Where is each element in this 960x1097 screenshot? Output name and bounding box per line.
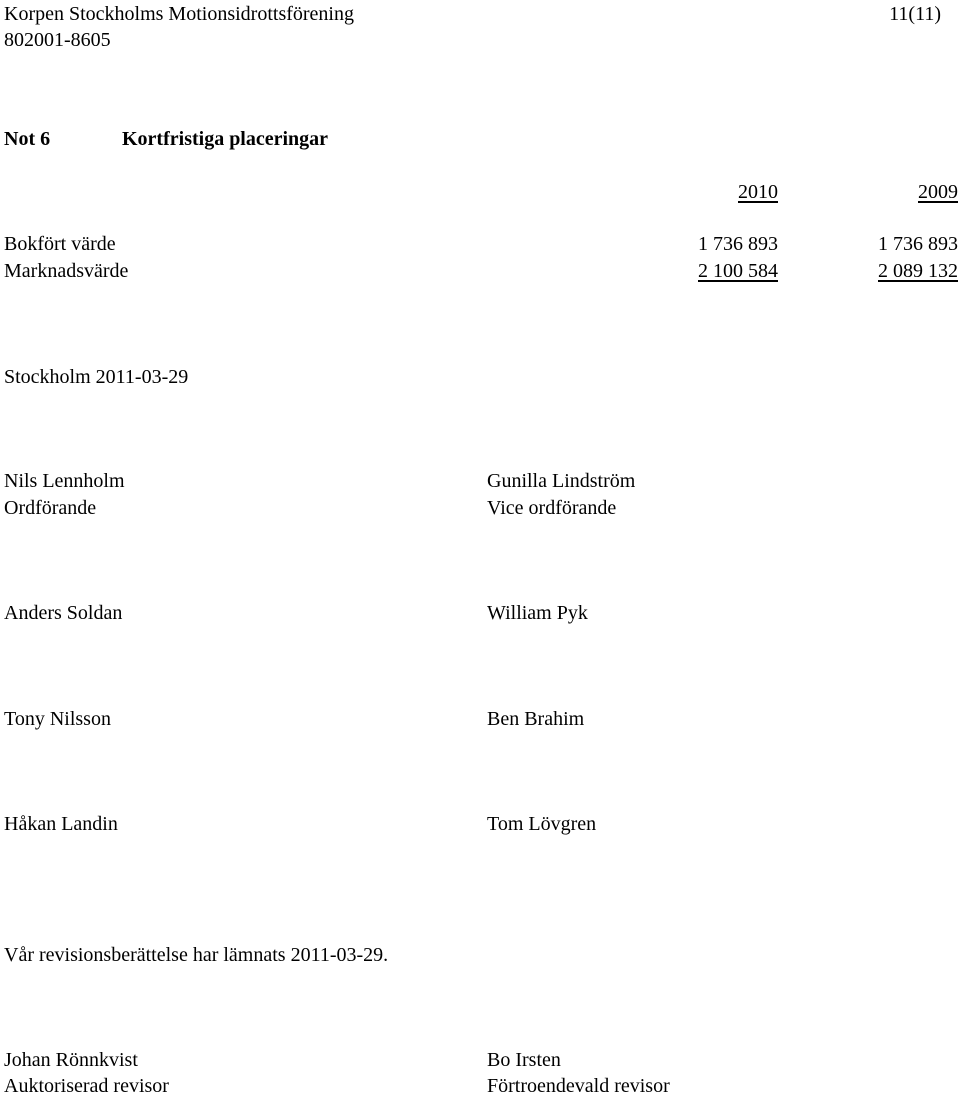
signatory-name: Gunilla Lindström bbox=[487, 470, 636, 492]
signatory-name: Nils Lennholm bbox=[4, 470, 125, 492]
column-header-2009: 2009 bbox=[918, 181, 958, 203]
auditor-role: Förtroendevald revisor bbox=[487, 1075, 670, 1097]
row-value-marknad-2010: 2 100 584 bbox=[698, 260, 778, 282]
signatory-name: William Pyk bbox=[487, 602, 588, 624]
auditor-name: Johan Rönnkvist bbox=[4, 1049, 138, 1071]
note-number: Not 6 bbox=[4, 128, 51, 150]
signatory-name: Tony Nilsson bbox=[4, 708, 111, 730]
row-label-bokfort-varde: Bokfört värde bbox=[4, 233, 116, 255]
signatory-name: Håkan Landin bbox=[4, 813, 118, 835]
audit-statement: Vår revisionsberättelse har lämnats 2011-03-29. bbox=[4, 944, 389, 966]
signatory-name: Anders Soldan bbox=[4, 602, 123, 624]
signatory-name: Tom Lövgren bbox=[487, 813, 597, 835]
auditor-role: Auktoriserad revisor bbox=[4, 1075, 169, 1097]
page-number: 11(11) bbox=[889, 3, 941, 25]
row-value-marknad-2009: 2 089 132 bbox=[878, 260, 958, 282]
signatory-role: Ordförande bbox=[4, 497, 97, 519]
row-label-marknadsvarde: Marknadsvärde bbox=[4, 260, 129, 282]
place-date: Stockholm 2011-03-29 bbox=[4, 366, 189, 388]
auditor-name: Bo Irsten bbox=[487, 1049, 561, 1071]
row-value-bokfort-2009: 1 736 893 bbox=[878, 233, 958, 255]
row-value-bokfort-2010: 1 736 893 bbox=[698, 233, 778, 255]
column-header-2010: 2010 bbox=[738, 181, 778, 203]
note-title: Kortfristiga placeringar bbox=[122, 128, 329, 150]
signatory-name: Ben Brahim bbox=[487, 708, 585, 730]
signatory-role: Vice ordförande bbox=[487, 497, 617, 519]
organization-name: Korpen Stockholms Motionsidrottsförening bbox=[4, 3, 354, 25]
organization-number: 802001-8605 bbox=[4, 29, 111, 51]
